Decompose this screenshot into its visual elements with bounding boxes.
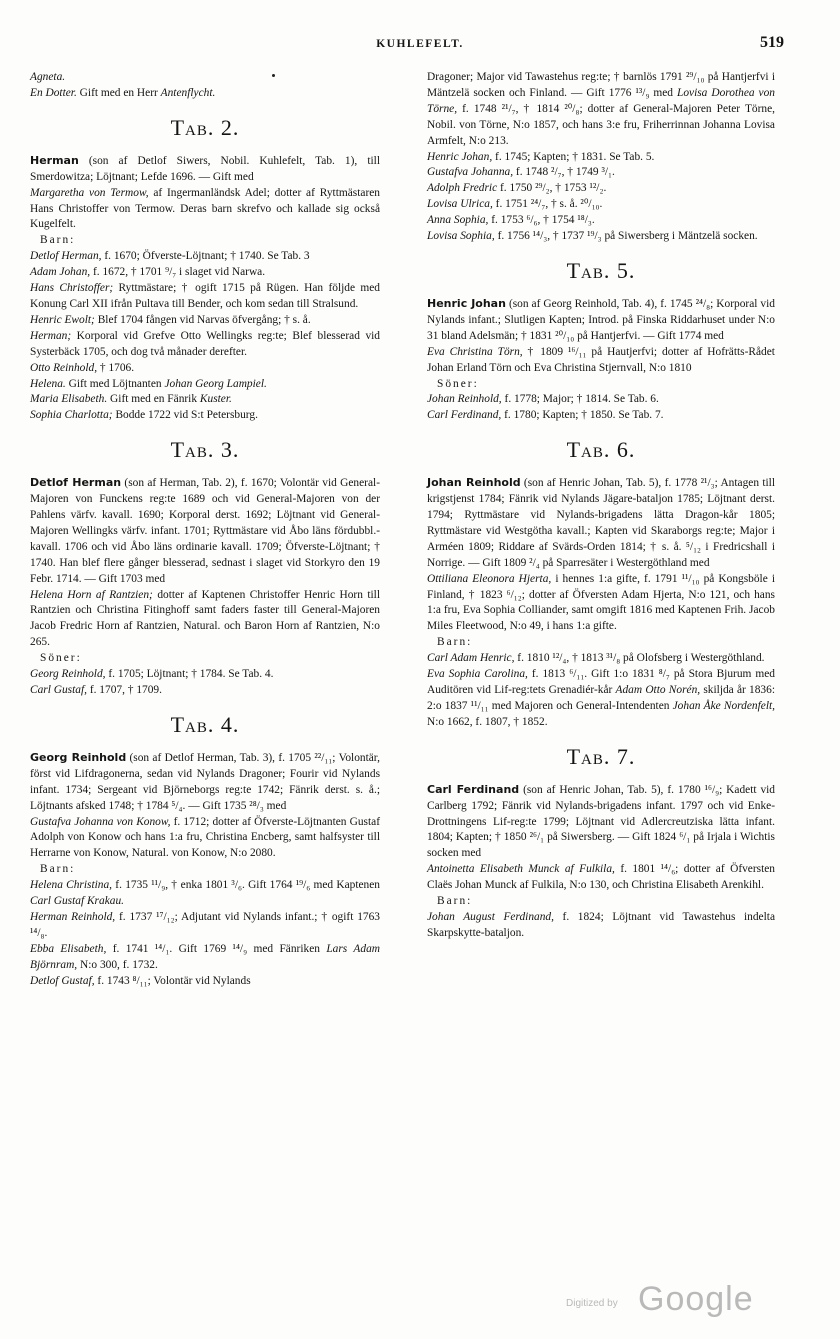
italic-name: Otto Reinhold, [30,361,98,374]
text-run: f. 1810 ¹²/₄, † 1813 ³¹/₈ på Olofsberg i Westergöthland. [514,652,765,665]
person-line [30,281,380,313]
italic-name: Eva Christina Törn, [427,345,523,358]
text-run: f. 1751 ²⁴/₇, † s. å. ²⁰/₁₀. [492,198,603,211]
italic-name: Gustafva Johanna, [427,166,514,179]
text-run: f. 1756 ¹⁴/₃, † 1737 ¹⁹/₃ på Siwersberg i Mäntzelä socken. [494,230,758,243]
italic-name: Lovisa Dorothea von Törne, [427,86,775,115]
entry-name: Johan Reinhold [427,476,521,490]
text-run: N:o 300, f. 1732. [77,958,158,971]
children-label: Barn: [437,636,473,649]
italic-name: Adam Johan, [30,266,91,279]
text-run: f. 1780; Kapten; † 1850. Se Tab. 7. [501,409,664,422]
italic-name: Georg Reinhold, [30,668,106,681]
entry-text: (son af Henric Johan, Tab. 5), f. 1780 ¹⁶/₉; Kadett vid Carlberg 1792; Fänrik vid Nylands-brigadens infant. 1797 och vid Enke-Drottningens Lif-reg:te 1799; Löjtnant vid Adlercreutziska lätta infant. 1804; Kapten; † 1850 ²⁶/₁ på Siwersberg. — Gift 1824 ⁶/₁ på Irjala i Wichtis socken med [427,783,776,860]
text-run: f. 1813 ⁶/₁₁. Gift 1:o 1831 ⁸/₇ på Stora Bjurum med Auditören vid Lif-reg:tets Grenadiér-kår [427,668,775,696]
text-run: skiljda år 1836: 2:o 1837 ¹¹/₁₁ med Majoren och General-Intendenten [427,684,775,712]
text-run: Gift med Löjtnanten [65,377,165,390]
text-run: Dragoner; Major vid Tawastehus reg:te; † barnlös 1791 ²⁹/₁₀ på Hantjerfvi i Mäntzelä socken och Finland. — Gift 1776 ¹³/₉ med [427,71,775,99]
text-run: f. 1707, † 1709. [86,684,162,696]
text-run: f. 1712; dotter af Öfverste-Löjtnanten Gustaf Adolph von Konow och hans 1:a fru, Christina Encberg, samt halfsyster till Herrarne von Konow, Natural. von Konow, N:o 2080. [30,815,380,860]
person-line [30,667,380,683]
text-run: f. 1737 ¹⁷/₁₂; Adjutant vid Nylands infant.; † ogift 1763 ¹⁴/₈. [30,910,380,939]
table-heading: Tab. 6. [566,437,636,463]
children-label: Söner: [40,652,82,665]
italic-name: Carl Gustaf Krakau. [30,895,124,908]
text-run: f. 1735 ¹¹/₉, † enka 1801 ³/₆. Gift 1764 ¹⁹/₆ med Kaptenen [112,879,380,892]
person-line [30,683,380,699]
italic-name: Johan Reinhold, [427,393,502,406]
italic-name: Ottiliana Eleonora Hjerta, [427,572,552,585]
person-line [30,974,380,990]
person-line [30,249,380,265]
italic-name: Herman; [30,329,72,342]
text-run: † 1809 ¹⁶/₁₁ på Hautjerfvi; dotter af Hofrätts-Rådet Johan Erland Törn och Eva Christina Stjernvall, N:o 1810 [427,345,775,374]
person-line [427,213,775,229]
italic-name: En Dotter. [30,86,77,99]
person-line [30,377,380,393]
entry-text: (son af Detlof Siwers, Nobil. Kuhlefelt, Tab. 1), till Smerdowitza; Löjtnant; Lefde 1696. — Gift med [30,154,380,183]
entry-name: Carl Ferdinand [427,782,520,796]
genealogy-entry [30,475,380,587]
italic-name: Carl Ferdinand, [427,409,502,422]
entry-name: Detlof Herman [30,476,122,490]
table-heading: Tab. 3. [170,437,240,463]
person-line [30,186,380,234]
person-line [30,408,380,424]
italic-name: Kuster. [199,393,232,406]
italic-name: Gustafva Johanna von Konow, [30,815,171,828]
text-run: f. 1705; Löjtnant; † 1784. Se Tab. 4. [105,668,274,681]
person-line [427,70,775,150]
text-run: f. 1672, † 1701 ⁹/₇ i slaget vid Narwa. [90,266,266,279]
italic-name: Johan August Ferdinand, [427,910,554,923]
person-line [427,910,775,942]
text-run: f. 1750 ²⁹/₂, † 1753 ¹²/₂. [497,182,607,195]
person-line [427,345,775,377]
person-line [30,361,380,377]
italic-name: Herman Reinhold, [30,910,116,923]
italic-name: Lovisa Ulrica, [427,198,493,211]
table-heading: Tab. 7. [566,743,636,769]
children-label: Söner: [437,377,479,390]
italic-name: Henric Ewolt; [30,313,95,326]
italic-name: Lovisa Sophia, [427,230,495,243]
person-line [30,265,380,281]
text-run: f. 1824; Löjtnant vid Tawastehus indelta Skarpskytte-bataljon. [427,910,775,939]
italic-name: Johan Georg Lampiel. [164,377,267,390]
italic-name: Adam Otto Norén, [615,684,701,696]
text-run: Korporal vid Grefve Otto Wellingks reg:te; Blef blesserad vid Systerbäck 1705, och dog två månader derefter. [30,329,380,358]
running-title: KUHLEFELT. [376,38,464,50]
person-line [427,408,775,424]
google-logo: Google [638,1280,754,1318]
person-line [427,197,775,213]
genealogy-entry [427,475,775,571]
genealogy-entry [427,782,775,863]
table-heading: Tab. 2. [170,114,240,140]
watermark-prefix: Digitized by [566,1298,618,1309]
left-column [30,70,380,990]
person-line [427,229,775,245]
italic-name: Antenflycht. [160,86,216,99]
person-line [30,313,380,329]
person-line: Agneta. [30,71,66,83]
text-run: dotter af Kaptenen Christoffer Henric Horn till Rantzien och Christina Fitinghoff samt faders faster till General-Majoren Jacob Fredric Horn af Rantzien, Natural. och Baron Horn af Rantzien, N:o 265. [30,588,381,649]
table-heading: Tab. 5. [566,257,636,283]
text-run: Gift med en Herr [76,86,161,99]
entry-text: (son af Georg Reinhold, Tab. 4), f. 1745 ²⁴/₈; Korporal vid Nylands infant.; Slutligen Kapten; Introd. på Finska Riddarhuset under N:o 31 bland Adelsmän; † 1831 ²⁰/₁₀ på Hantjerfvi. — Gift 1774 med [427,297,775,342]
genealogy-entry [427,296,775,345]
entry-name: Herman [30,153,79,167]
text-run: i hennes 1:a gifte, f. 1791 ¹¹/₁₀ på Kongsböle i Finland, † 1823 ⁶/₁₂; dotter af Öfversten Adam Hjerta, N:o 121, och hans 1:a fru, Eva Sophia Colliander, samt omgift 1816 med Kaptenen Frih. Jacob Miles Fleetwood, N:o 49, i hans 1:a gifte. [427,572,775,633]
italic-name: Antoinetta Elisabeth Munck af Fulkila, [427,863,615,876]
person-line [427,862,775,894]
text-run: N:o 1662, f. 1807, † 1852. [427,715,548,728]
italic-name: Helena. [30,377,66,390]
person-line [30,942,380,974]
text-run: Blef 1704 fången vid Narvas öfvergång; † s. å. [94,313,311,326]
text-run: f. 1670; Öfverste-Löjtnant; † 1740. Se Tab. 3 [101,250,310,263]
italic-name: Eva Sophia Carolina, [427,668,528,681]
children-label: Barn: [40,863,76,876]
person-line [427,165,775,181]
person-line [30,815,380,863]
text-run: f. 1801 ¹⁴/₆; dotter af Öfversten Claës Johan Munck af Fulkila, N:o 130, och Christina Elisabeth Arenkihl. [427,863,775,892]
entry-name: Georg Reinhold [30,750,127,764]
text-run: f. 1743 ⁸/₁₁; Volontär vid Nylands [94,974,251,987]
italic-name: Detlof Gustaf, [30,974,95,987]
italic-name: Carl Gustaf, [30,684,87,696]
text-run: Gift med en Fänrik [107,393,200,406]
italic-name: Lars Adam Björnram, [30,942,380,971]
text-run: Ryttmästare; † ogift 1715 på Rügen. Han följde med Konung Carl XII ifrån Pultava till Bender, och kom sedan till Stralsund. [30,282,380,310]
person-line [427,651,775,667]
person-line [427,181,775,197]
italic-name: Helena Horn af Rantzien; [30,588,153,601]
italic-name: Carl Adam Henric, [427,652,515,665]
text-run: f. 1745; Kapten; † 1831. Se Tab. 5. [492,150,655,163]
text-run: f. 1748 ²¹/₇, † 1814 ²⁰/₈; dotter af General-Majoren Peter Törne, Nobil. von Törne, N:o 1857, och hans 3:e fru, Friherrinnan Johanna Lovisa Armfelt, N:o 213. [427,102,775,147]
italic-name: Helena Christina, [30,879,113,892]
google-watermark [566,1280,754,1324]
children-label: Barn: [40,234,76,247]
genealogy-entry [30,750,380,815]
entry-text: (son af Detlof Herman, Tab. 3), f. 1705 ²²/₁₁; Volontär, först vid Lifdragonerna, sedan vid Nylands Dragoner; Fourir vid Nylands infant. 1734; Sergeant vid Björneborgs reg:te 1742; Fänrik derst. s. å.; Löjtnants afsked 1748; † 1784 ⁵/₄. — Gift 1735 ²⁸/₃ med [30,751,380,812]
text-run: f. 1741 ¹⁴/₁. Gift 1769 ¹⁴/₉ med Fänriken [106,942,327,955]
italic-name: Ebba Elisabeth, [30,942,107,955]
person-line [30,910,380,942]
entry-text: (son af Henric Johan, Tab. 5), f. 1778 ²¹/₃; Antagen till krigstjenst 1784; Fänrik vid Nylands Jägare-bataljon 1785; Löjtnant derst. 1794; Ryttmästare vid Nylands-brigadens lätta Dragon-kår 1805; Ryttmästare vid Westgötha kavall.; Kapten vid Skaraborgs reg:te; Major i Arméen 1809; Riddare af Svärds-Orden 1814; † s. å. ⁵/₁₂ i Fredricshall i Norrige. — Gift 1809 ²/₄ på Sparresäter i Westergöthland med [427,477,776,569]
person-line [30,392,380,408]
person-line [427,150,775,166]
italic-name: Sophia Charlotta; [30,409,113,422]
person-line [30,588,380,652]
text-run: f. 1753 ⁶/₆, † 1754 ¹⁸/₃. [488,214,595,227]
table-heading: Tab. 4. [170,711,240,737]
italic-name: Johan Åke Nordenfelt, [672,699,775,712]
person-line [30,329,380,361]
italic-name: Anna Sophia, [427,214,489,227]
page-number: 519 [760,34,784,51]
text-run: f. 1748 ²/₇, † 1749 ³/₁. [513,166,615,179]
person-line [427,572,775,636]
person-line [30,86,380,102]
right-column [427,70,775,942]
person-line [30,878,380,910]
text-run: af Ingermanländsk Adel; dotter af Ryttmästaren Hans Christoffer von Termow. Deras barn skrefvo och kallade sig också Kugelfelt. [30,186,380,231]
children-label: Barn: [437,895,473,908]
entry-name: Henric Johan [427,296,506,310]
italic-name: Adolph Fredric [427,182,498,195]
text-run: f. 1778; Major; † 1814. Se Tab. 6. [501,393,659,406]
text-run: † 1706. [97,361,135,374]
person-line [427,392,775,408]
italic-name: Henric Johan, [427,150,493,163]
person-line [427,667,775,731]
italic-name: Detlof Herman, [30,250,102,263]
genealogy-entry [30,153,380,186]
text-run: Bodde 1722 vid S:t Petersburg. [112,409,258,422]
italic-name: Maria Elisabeth. [30,393,108,406]
italic-name: Hans Christoffer; [30,282,114,295]
entry-text: (son af Herman, Tab. 2), f. 1670; Volontär vid General-Majoren von Funckens reg:te 1689 och vid General-Majoren von der Pahlens värfv. kavall. 1690; Korporal derst. 1692; Löjtnant vid General-Majoren Wellingks värfv. infant. 1701; Ryttmästare vid Åbo läns fördubbl.-kavall. 1706 och vid Åbo läns ordinarie kavall. 1709; Öfverste-Löjtnant; † 1740. Han blef flere gånger blesserad, sednast i slaget vid Storkyro den 19 Febr. 1714. — Gift 1703 med [30,477,380,585]
italic-name: Margaretha von Termow, [30,186,149,199]
